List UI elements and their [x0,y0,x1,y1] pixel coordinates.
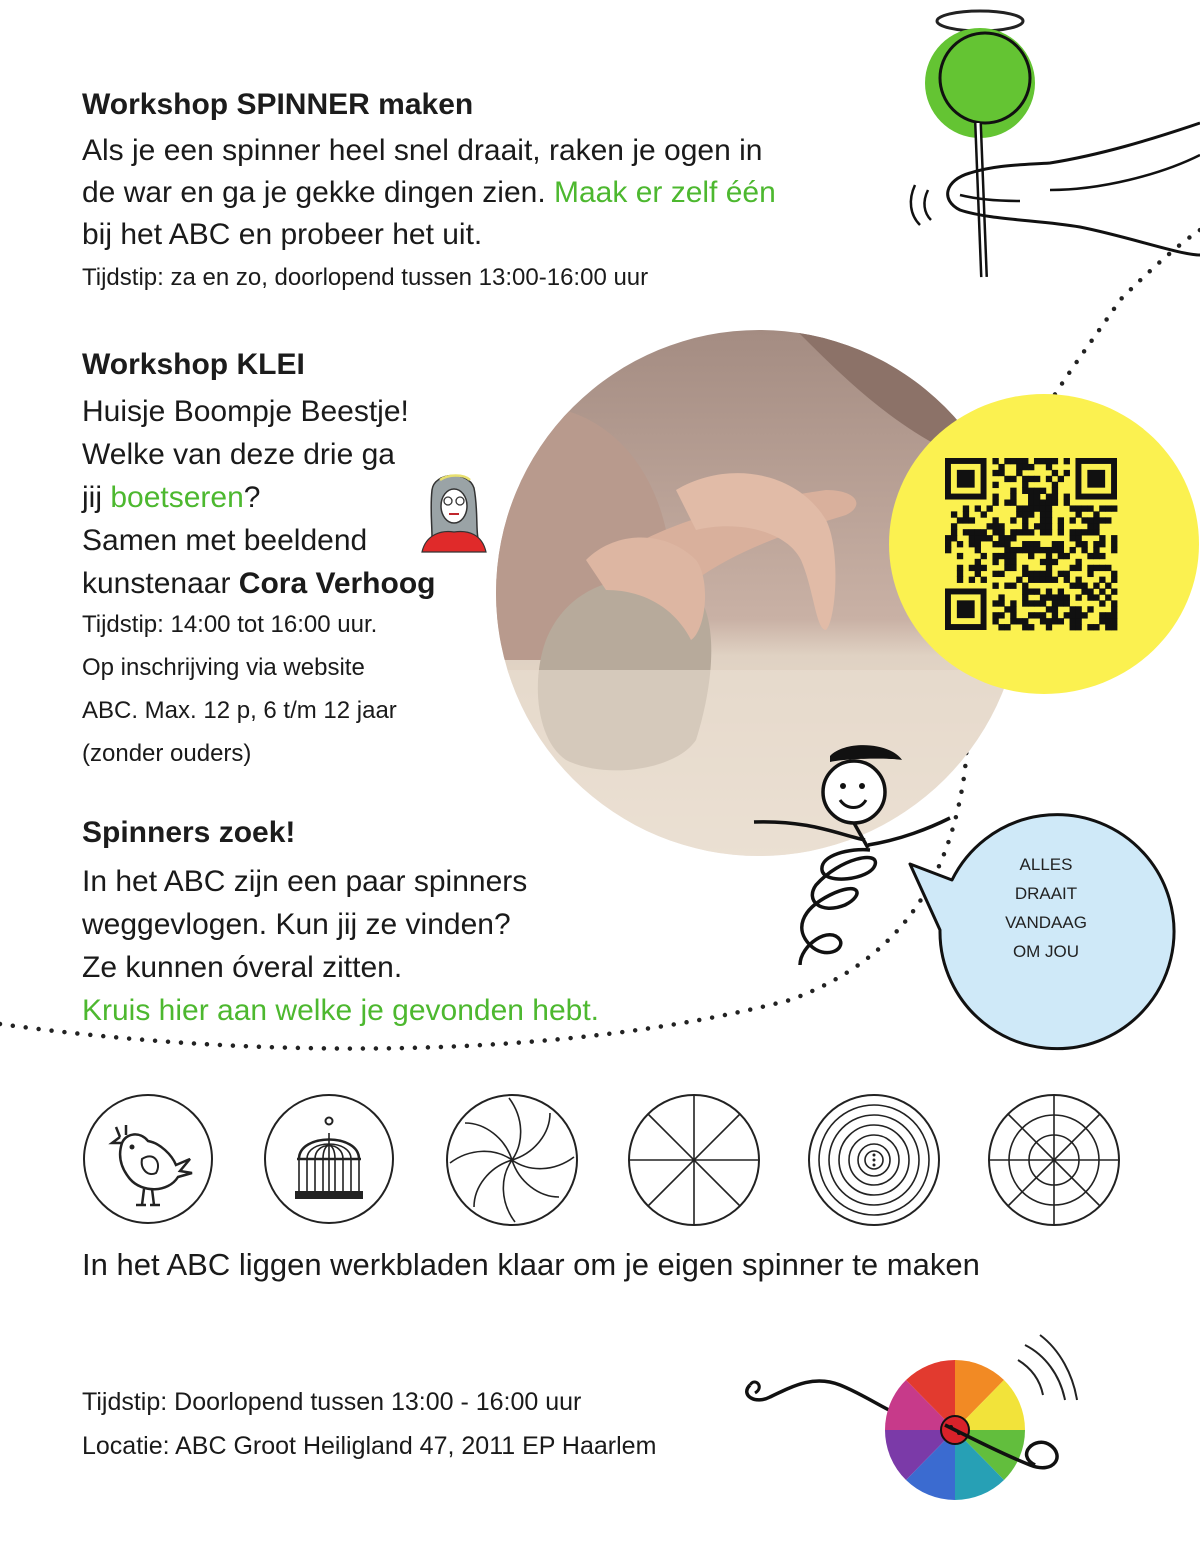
artist-portrait-icon [418,468,490,554]
footer-time: Tijdstip: Doorlopend tussen 13:00 - 16:00 uur [82,1388,582,1416]
footer-info [82,1380,656,1468]
clay-line-3: jij boetseren? [82,481,261,514]
search-line-1: In het ABC zijn een paar spinners [82,865,528,898]
spinner-line-3: bij het ABC en probeer het uit. [82,218,483,251]
clay-line-5: kunstenaar Cora Verhoog [82,567,436,600]
search-line-2: weggevlogen. Kun jij ze vinden? [82,908,511,941]
worksheets-text: In het ABC liggen werkbladen klaar om je eigen spinner te maken [82,1247,980,1282]
spinner-line-1: Als je een spinner heel snel draait, raken je ogen in [82,134,763,167]
clay-workshop-time [82,603,397,775]
clay-line-4: Samen met beeldend [82,524,368,557]
search-line-3: Ze kunnen óveral zitten. [82,951,403,984]
boetseren-highlight: boetseren [110,481,244,514]
qr-code[interactable] [945,458,1117,630]
web-spinner-icon[interactable] [987,1093,1121,1227]
spinner-workshop-time: Tijdstip: za en zo, doorlopend tussen 13:00-16:00 uur [82,264,649,291]
clay-time-4: (zonder ouders) [82,740,252,767]
bubble-line-4: OM JOU [1012,942,1080,961]
bubble-line-2: DRAAIT [1014,884,1078,903]
search-line-4: Kruis hier aan welke je gevonden hebt. [82,994,600,1027]
color-wheel-spinner-illustration [735,1325,1085,1565]
eight-segment-spinner-icon[interactable] [627,1093,761,1227]
clay-line-1: Huisje Boompje Beestje! [82,395,409,428]
bubble-line-1: ALLES [1019,855,1073,874]
spinner-workshop-heading: Workshop SPINNER maken [82,88,474,121]
clay-time-3: ABC. Max. 12 p, 6 t/m 12 jaar [82,697,397,724]
bird-icon[interactable] [82,1093,214,1225]
birdcage-icon[interactable] [263,1093,395,1225]
clay-time-1: Tijdstip: 14:00 tot 16:00 uur. [82,611,378,638]
swirl-spinner-icon[interactable] [445,1093,579,1227]
clay-time-2: Op inschrijving via website [82,654,365,681]
spinner-search-description [82,860,599,1032]
spinner-search-heading: Spinners zoek! [82,816,296,849]
lollipop-spinner-illustration [900,5,1200,295]
spinner-line-2: de war en ga je gekke dingen zien. Maak er zelf één [82,176,776,209]
clay-line-2: Welke van deze drie ga [82,438,395,471]
speech-bubble-text [960,850,1132,966]
concentric-circles-spinner-icon[interactable] [807,1093,941,1227]
spinner-workshop-description [82,130,912,256]
artist-name: Cora Verhoog [238,567,436,600]
clay-workshop-heading: Workshop KLEI [82,348,305,381]
footer-location: Locatie: ABC Groot Heiligland 47, 2011 EP Haarlem [82,1432,657,1460]
make-one-highlight: Maak er zelf één [554,176,776,209]
bubble-line-3: VANDAAG [1005,913,1087,932]
